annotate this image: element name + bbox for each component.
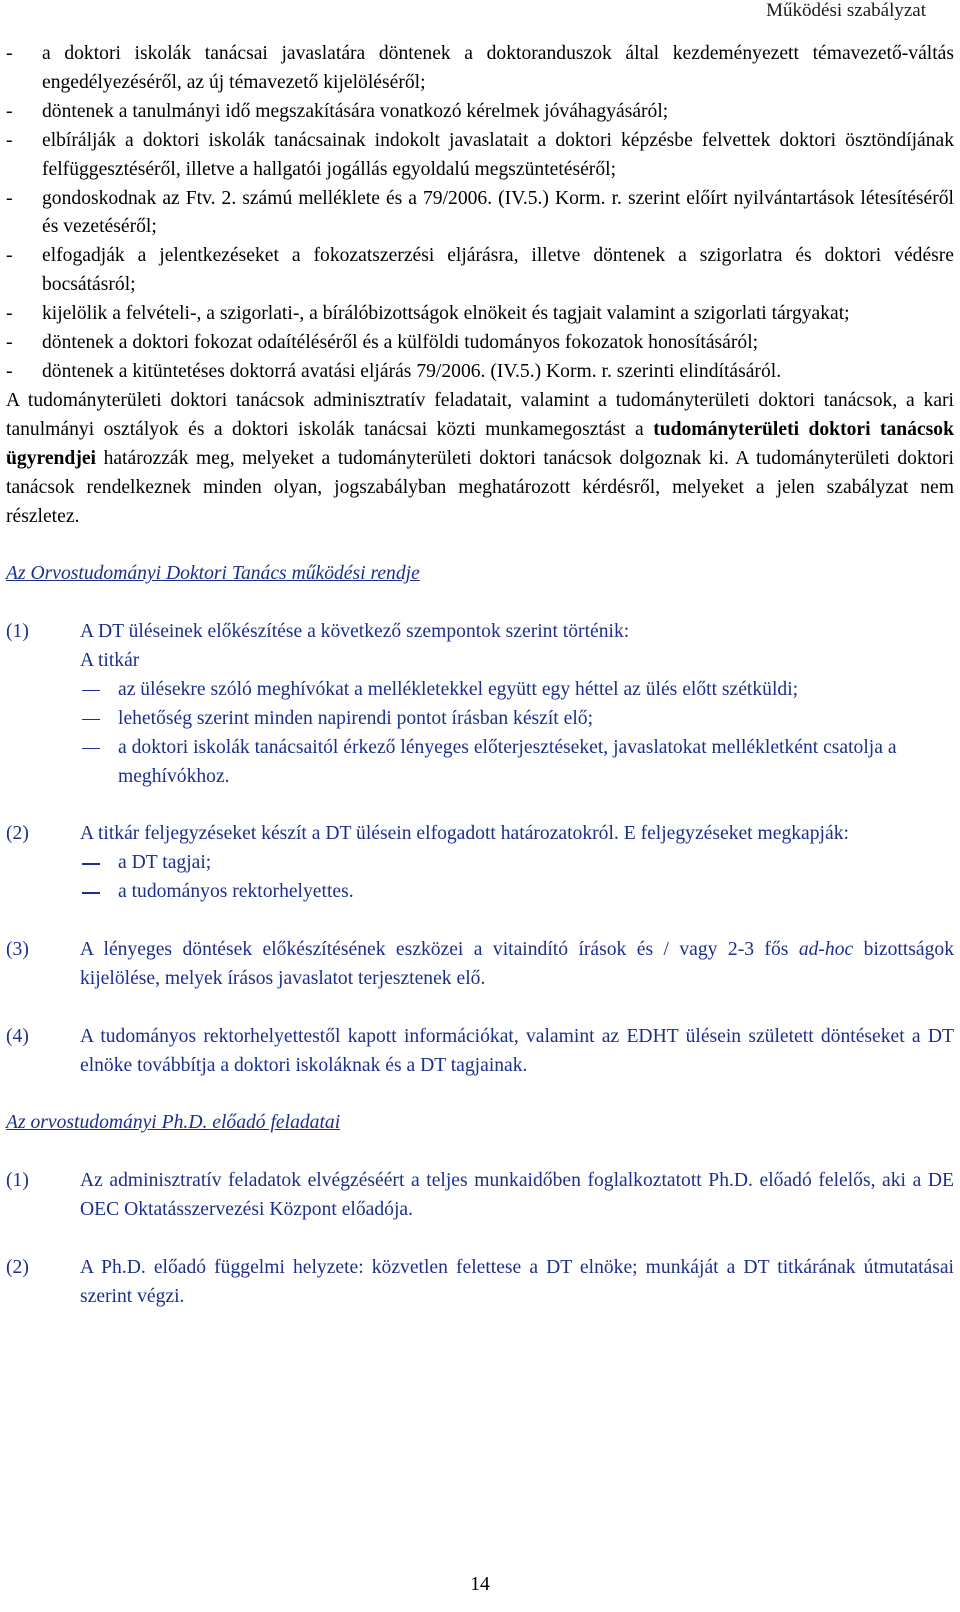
numbered-item: (2) A Ph.D. előadó függelmi helyzete: közvetlen felettese a DT elnöke; munkáját a DT titkárának útmutatásai szerint végzi. (6, 1256, 954, 1307)
list-item: - elbírálják a doktori iskolák tanácsainak indokolt javaslatait a doktori képzésbe felvettek doktori ösztöndíjának felfüggesztéséről, illetve a hallgatói jogállás egyoldalú megszüntetéséről; (6, 129, 954, 180)
page-number: 14 (470, 1574, 490, 1595)
list-item: - döntenek a tanulmányi idő megszakítására vonatkozó kérelmek jóváhagyásáról; (6, 100, 669, 122)
list-item: - a doktori iskolák tanácsai javaslatára döntenek a doktoranduszok által kezdeményezett témavezető-váltás engedélyezéséről, az új témavezető kijelöléséről; (6, 43, 954, 93)
list-item: - döntenek a doktori fokozat odaítéléséről és a külföldi tudományos fokozatok honosításáról; (6, 332, 759, 354)
sub-item: az ülésekre szóló meghívókat a mellékletekkel együtt egy héttel az ülés előtt szétküldi; (118, 678, 799, 700)
section-heading: Az Orvostudományi Doktori Tanács működési rendje (6, 563, 420, 585)
list-item: - kijelölik a felvételi-, a szigorlati-, a bírálóbizottságok elnökeit és tagjait valamint a szigorlati tárgyakat; (6, 303, 850, 325)
section1-list (6, 618, 954, 1080)
body-paragraph: A tudományterületi doktori tanácsok adminisztratív feladatait, valamint a tudományterületi doktori tanácsok, a kari tanulmányi osztályok és a doktori iskolák tanácsai közti munkamegosztást a tudományterületi doktori tanácsok ügyrendjei határozzák meg, melyeket a tudományterületi doktori tanácsok dolgoznak ki. A tudományterületi doktori tanácsok rendelkeznek minden olyan, jogszabályban meghatározott kérdésről, melyeket a jelen szabályzat nem részletez. (6, 389, 954, 527)
numbered-item: (1) A DT üléseinek előkészítése a következő szempontok szerint történik: A titkár az ülésekre szóló meghívókat a mellékletekkel együtt egy héttel az ülés előtt szétküldi; lehetőség szerint minden napirendi pontot írásban készít elő; a doktori iskolák tanácsaitól érkező lényeges előterjesztéseket, javaslatokat mellékletként csatolja a meghívókhoz. (6, 618, 954, 791)
numbered-item: (1) Az adminisztratív feladatok elvégzéséért a teljes munkaidőben foglalkoztatott Ph.D. előadó felelős, aki a DE OEC Oktatásszervezési Központ előadója. (6, 1170, 954, 1221)
intro-dash-list (6, 40, 954, 387)
list-item: - döntenek a kitüntetéses doktorrá avatási eljárás 79/2006. (IV.5.) Korm. r. szerinti elindításáról. (6, 360, 782, 382)
document-body (6, 40, 954, 1312)
page-header: Működési szabályzat (766, 0, 926, 21)
numbered-item: (3) A lényeges döntések előkészítésének eszközei a vitaindító írások és / vagy 2-3 fős ad-hoc bizottságok kijelölése, melyek írásos javaslatot terjesztenek elő. (6, 939, 954, 989)
section-heading: Az orvostudományi Ph.D. előadó feladatai (6, 1112, 341, 1134)
list-item: - elfogadják a jelentkezéseket a fokozatszerzési eljárásra, illetve döntenek a szigorlatra és doktori védésre bocsátásról; (6, 245, 954, 296)
section2-list (6, 1167, 954, 1312)
sub-item: a doktori iskolák tanácsaitól érkező lényeges előterjesztéseket, javaslatokat mellékletként csatolja a meghívókhoz. (118, 736, 897, 787)
list-item: - gondoskodnak az Ftv. 2. számú melléklete és a 79/2006. (IV.5.) Korm. r. szerint előírt nyilvántartások létesítéséről és vezetéséről; (6, 187, 954, 238)
sub-item: lehetőség szerint minden napirendi pontot írásban készít elő; (118, 707, 594, 729)
sub-item: a tudományos rektorhelyettes. (118, 881, 354, 903)
numbered-item: (4) A tudományos rektorhelyettestől kapott információkat, valamint az EDHT ülésein született döntéseket a DT elnöke továbbítja a doktori iskoláknak és a DT tagjainak. (6, 1025, 954, 1076)
bold-phrase: tudományterületi doktori tanácsok ügyrendjei (6, 418, 954, 469)
numbered-item: (2) A titkár feljegyzéseket készít a DT ülésein elfogadott határozatokról. E feljegyzéseket megkapják: a DT tagjai; a tudományos rektorhelyettes. (6, 820, 954, 907)
sub-item: a DT tagjai; (118, 852, 212, 874)
